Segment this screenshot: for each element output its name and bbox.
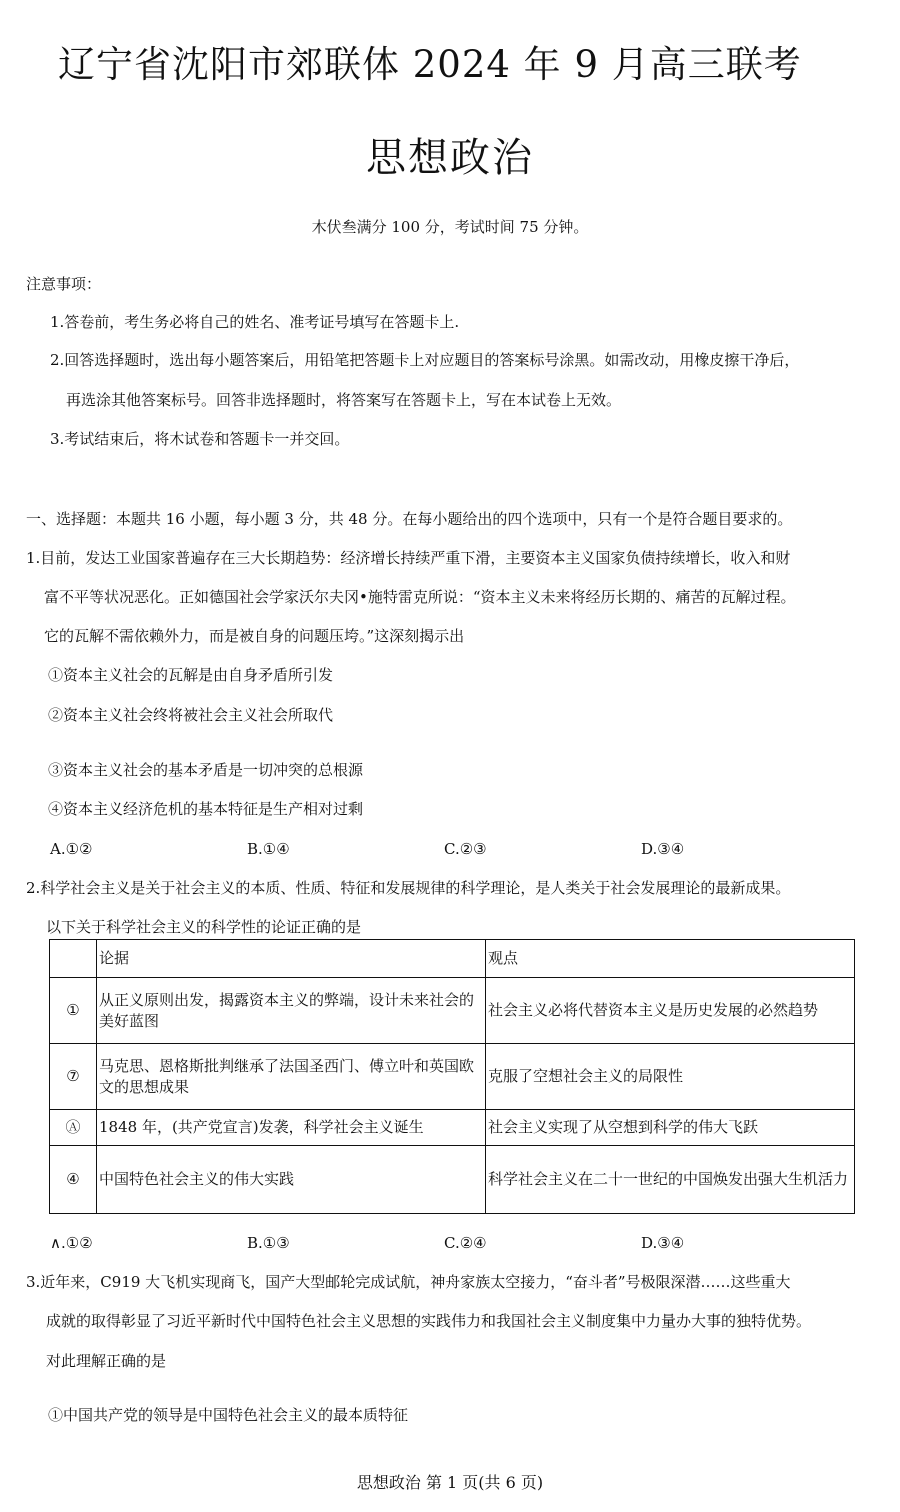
table-cell-number: ⑦ xyxy=(50,1044,97,1110)
table-cell-viewpoint: 科学社会主义在二十一世纪的中国焕发出强大生机活力 xyxy=(486,1146,855,1214)
q2-option-d: D.③④ xyxy=(641,1234,685,1252)
q3-stem-line-2: 成就的取得彰显了习近平新时代中国特色社会主义思想的实践伟力和我国社会主义制度集中力量办大事的独特优势。 xyxy=(46,1312,812,1330)
table-cell-number: ① xyxy=(50,978,97,1044)
subject-title: 思想政治 xyxy=(366,135,534,181)
table-header-argument: 论据 xyxy=(97,940,486,978)
page-footer: 思想政治 第 1 页(共 6 页) xyxy=(356,1473,544,1492)
q3-stem-line-3: 对此理解正确的是 xyxy=(46,1352,167,1370)
q1-statement-2: ②资本主义社会终将被社会主义社会所取代 xyxy=(48,706,334,724)
q1-statement-3: ③资本主义社会的基本矛盾是一切冲突的总根源 xyxy=(48,761,364,779)
q2-stem-line-1: 2.科学社会主义是关于社会主义的本质、性质、特征和发展规律的科学理论，是人类关于社会发展理论的最新成果。 xyxy=(26,879,791,897)
q1-stem-line-2: 富不平等状况恶化。正如德国社会学家沃尔夫冈•施特雷克所说：“资本主义未来将经历长期的、痛苦的瓦解过程。 xyxy=(44,588,796,606)
q2-option-c: C.②④ xyxy=(444,1234,487,1252)
section-heading: 一、选择题：本题共 16 小题，每小题 3 分，共 48 分。在每小题给出的四个选项中，只有一个是符合题目要求的。 xyxy=(26,510,793,528)
q3-statement-1: ①中国共产党的领导是中国特色社会主义的最本质特征 xyxy=(48,1406,409,1424)
q1-statement-4: ④资本主义经济危机的基本特征是生产相对过剩 xyxy=(48,800,364,818)
q2-option-b: B.①③ xyxy=(247,1234,290,1252)
table-cell-number: ④ xyxy=(50,1146,97,1214)
score-time-line: 木伏叁满分 100 分，考试时间 75 分钟。 xyxy=(311,218,589,236)
table-cell-viewpoint: 克服了空想社会主义的局限性 xyxy=(486,1044,855,1110)
q2-stem-line-2: 以下关于科学社会主义的科学性的论证正确的是 xyxy=(46,918,362,936)
notice-item-2-line-1: 2.回答选择题时，选出每小题答案后，用铅笔把答题卡上对应题目的答案标号涂黑。如需改动，用橡皮擦干净后， xyxy=(50,351,800,369)
q1-option-d: D.③④ xyxy=(641,840,685,858)
table-row xyxy=(50,1110,855,1146)
table-cell-argument: 中国特色社会主义的伟大实践 xyxy=(97,1146,486,1214)
q1-statement-1: ①资本主义社会的瓦解是由自身矛盾所引发 xyxy=(48,666,334,684)
table-cell-viewpoint: 社会主义实现了从空想到科学的伟大飞跃 xyxy=(486,1110,855,1146)
q2-option-a: ∧.①② xyxy=(50,1234,93,1252)
notice-item-3: 3.考试结束后，将木试卷和答题卡一并交回。 xyxy=(50,430,350,448)
q3-stem-line-1: 3.近年来，C919 大飞机实现商飞，国产大型邮轮完成试航，神舟家族太空接力，“奋斗者”号极限深潜……这些重大 xyxy=(26,1273,791,1291)
notice-item-2-line-2: 再选涂其他答案标号。回答非选择题时，将答案写在答题卡上，写在本试卷上无效。 xyxy=(66,391,622,409)
q1-stem-line-3: 它的瓦解不需依赖外力，而是被自身的问题压垮。”这深刻揭示出 xyxy=(44,627,465,645)
table-cell-argument: 从正义原则出发，揭露资本主义的弊端，设计未来社会的美好蓝图 xyxy=(97,978,486,1044)
notice-item-1: 1.答卷前，考生务必将自己的姓名、准考证号填写在答题卡上. xyxy=(50,313,460,331)
q1-option-c: C.②③ xyxy=(444,840,487,858)
table-cell-viewpoint: 社会主义必将代替资本主义是历史发展的必然趋势 xyxy=(486,978,855,1044)
table-row xyxy=(50,978,855,1044)
q1-stem-line-1: 1.目前，发达工业国家普遍存在三大长期趋势：经济增长持续严重下滑，主要资本主义国家负债持续增长，收入和财 xyxy=(26,549,791,567)
exam-title: 辽宁省沈阳市郊联体 2024 年 9 月高三联考 xyxy=(58,43,802,86)
table-cell-argument: 马克思、恩格斯批判继承了法国圣西门、傅立叶和英国欧文的思想成果 xyxy=(97,1044,486,1110)
notice-heading: 注意事项： xyxy=(26,275,102,293)
table-cell-number: Ⓐ xyxy=(50,1110,97,1146)
table-header-row xyxy=(50,940,855,978)
table-row xyxy=(50,1044,855,1110)
argument-viewpoint-table xyxy=(49,939,855,1214)
table-header-blank xyxy=(50,940,97,978)
table-header-viewpoint: 观点 xyxy=(486,940,855,978)
table-cell-argument: 1848 年，(共产党宣言)发袭，科学社会主义诞生 xyxy=(97,1110,486,1146)
table-row xyxy=(50,1146,855,1214)
q1-option-b: B.①④ xyxy=(247,840,290,858)
q1-option-a: A.①② xyxy=(50,840,93,858)
